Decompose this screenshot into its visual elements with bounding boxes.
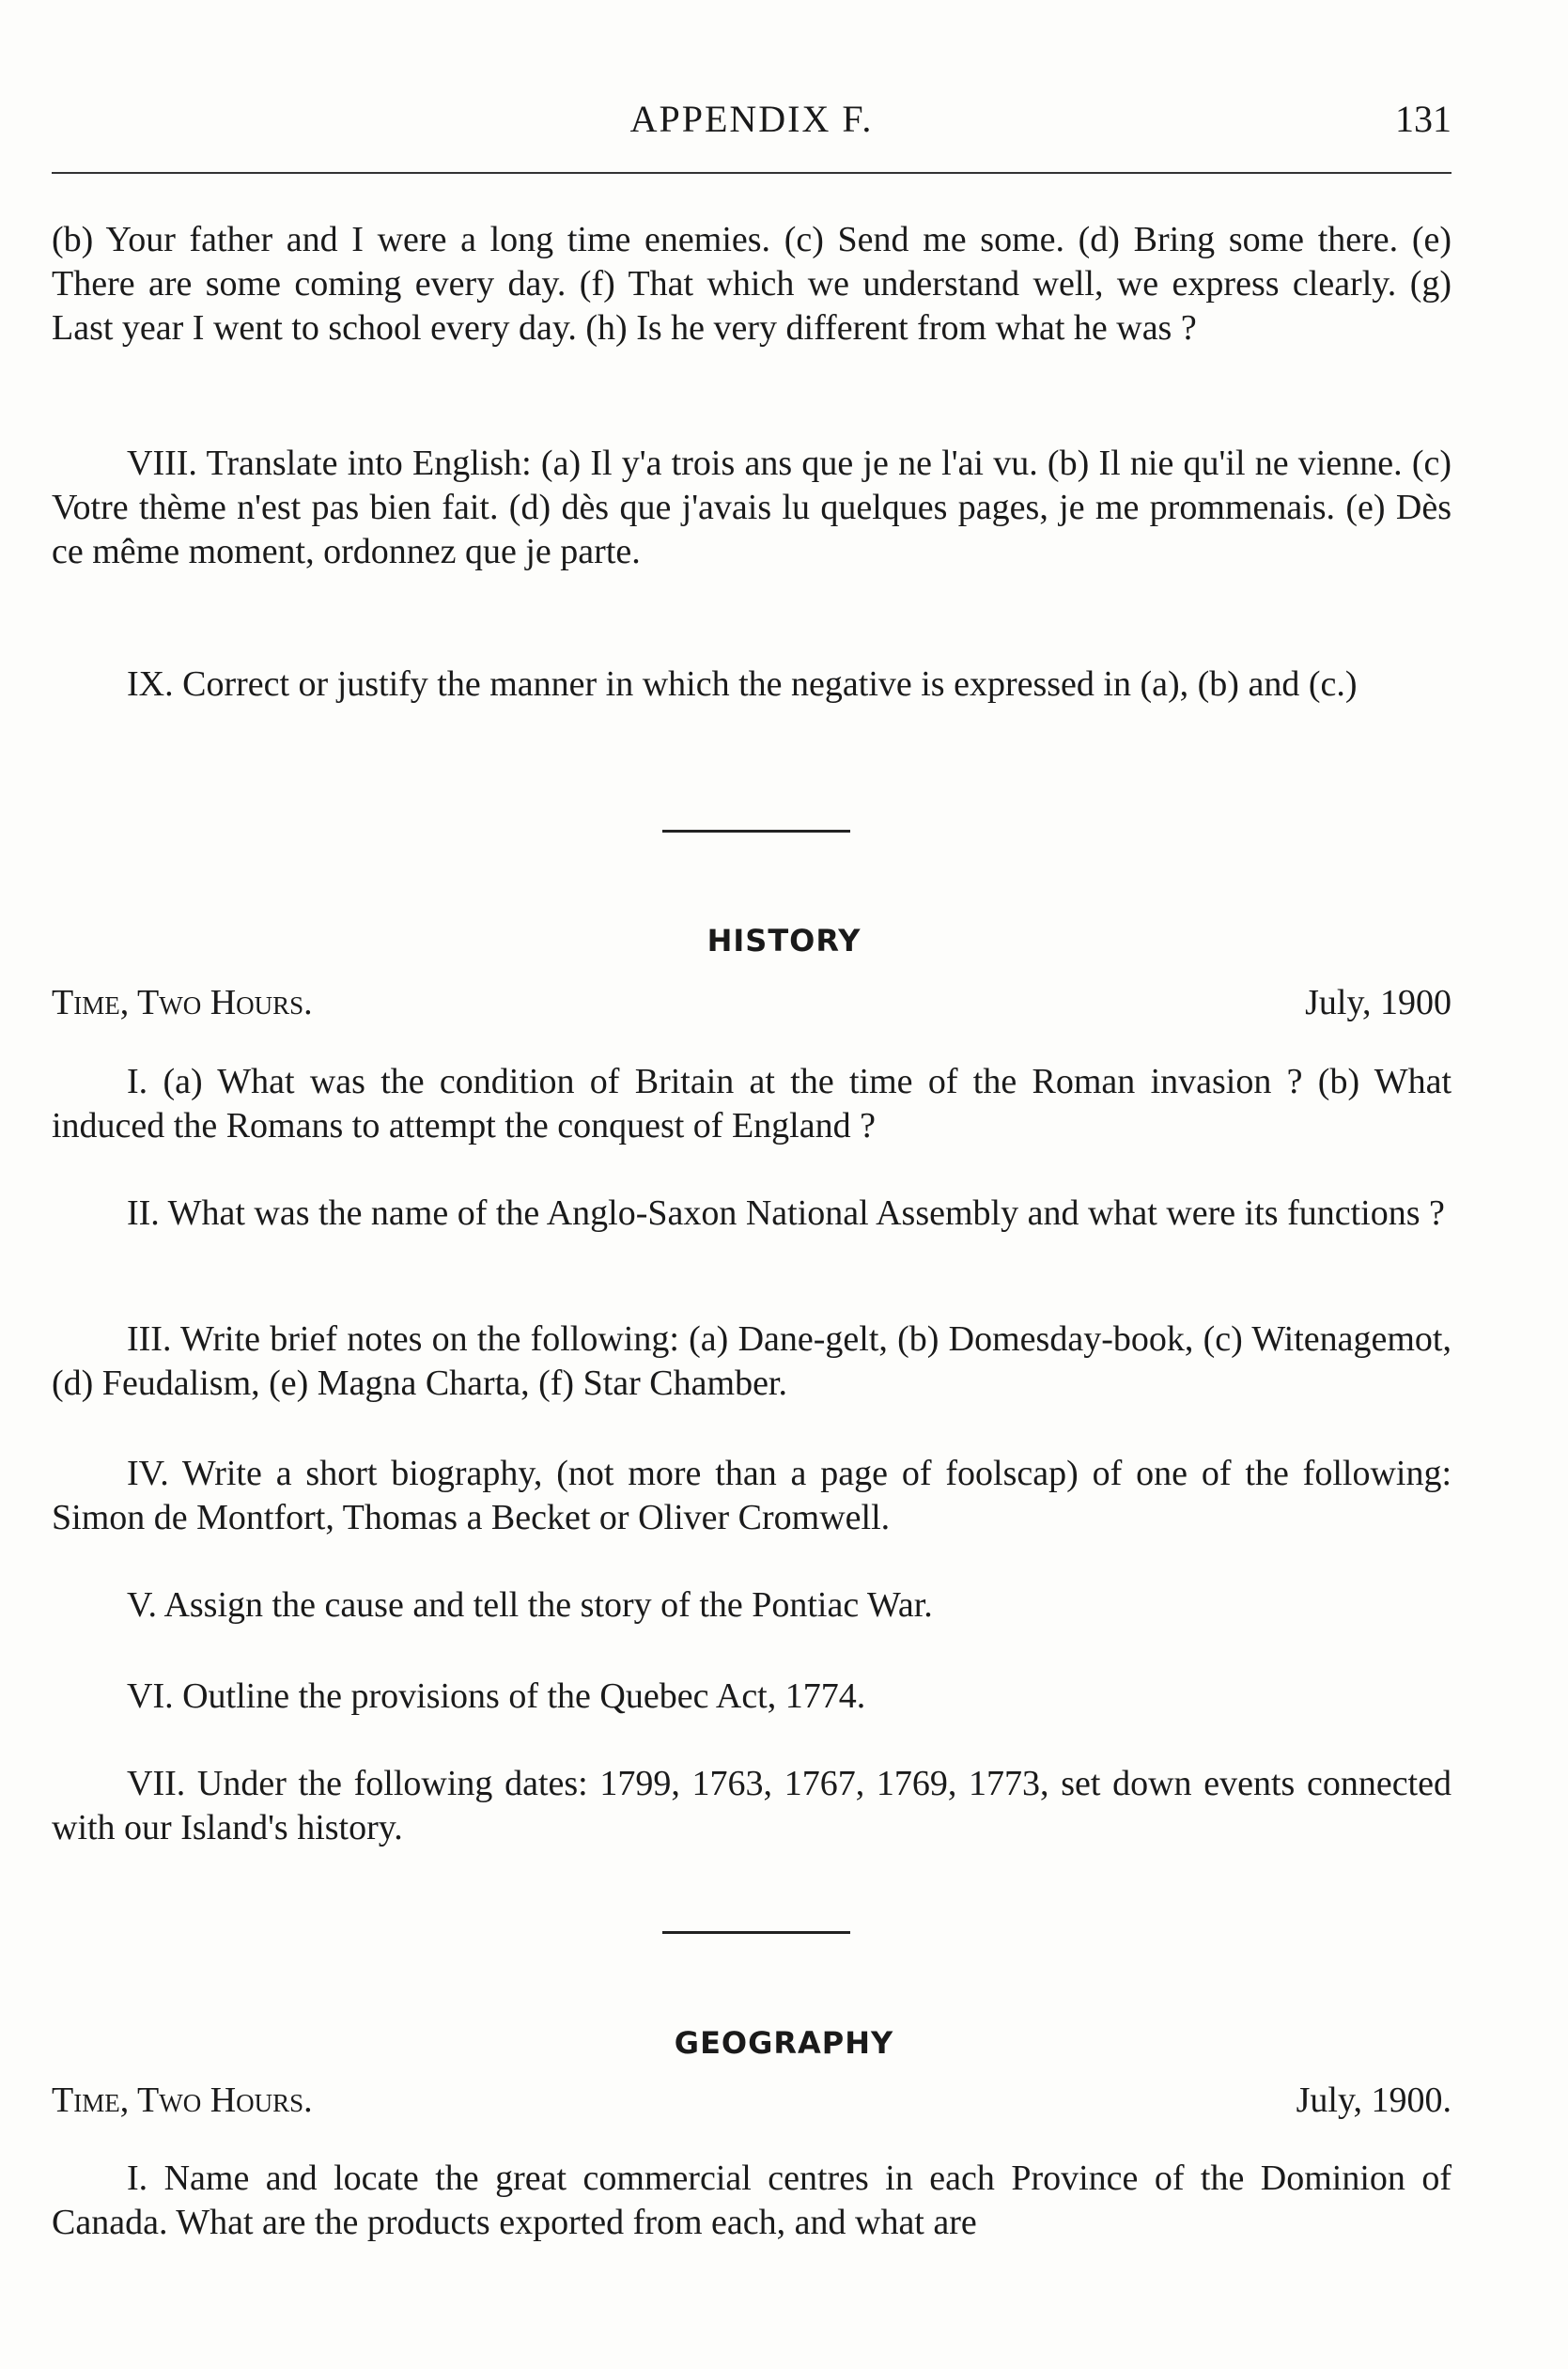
history-time: Time, Two Hours.: [52, 983, 313, 1022]
history-date: July, 1900: [1305, 983, 1452, 1022]
french-question-9: IX. Correct or justify the manner in which the negative is expressed in (a), (b) and (c.): [127, 664, 1358, 704]
history-question: IV. Write a short biography, (not more than a page of foolscap) of one of the following: Simon de Montfort, Thomas a Becket or Oliver Cromwell.: [52, 1454, 1452, 1537]
history-question: VI. Outline the provisions of the Quebec Act, 1774.: [127, 1676, 866, 1716]
history-question: II. What was the name of the Anglo-Saxon National Assembly and what were its functions ?: [127, 1193, 1445, 1233]
section-divider: [662, 830, 850, 833]
page-number: 131: [1395, 98, 1452, 140]
history-question: VII. Under the following dates: 1799, 1763, 1767, 1769, 1773, set down events connected with our Island's history.: [52, 1764, 1452, 1847]
geography-question: I. Name and locate the great commercial centres in each Province of the Dominion of Canada. What are the products exported from each, and what are: [52, 2159, 1452, 2242]
header-rule: [52, 172, 1452, 174]
french-question-8: VIII. Translate into English: (a) Il y'a trois ans que je ne l'ai vu. (b) Il nie qu'il ne vienne. (c) Votre thème n'est pas bien fait. (d) dès que j'avais lu quelques pages, je me prommenais. (e) Dès ce même moment, ordonnez que je parte.: [52, 444, 1452, 571]
section-divider: [662, 1931, 850, 1934]
french-question-7-continued: (b) Your father and I were a long time enemies. (c) Send me some. (d) Bring some there. (e) There are some coming every day. (f) That which we understand well, we express clearly. (g) Last year I went to school every day. (h) Is he very different from what he was ?: [52, 220, 1452, 348]
geography-title: GEOGRAPHY: [674, 2025, 894, 2061]
history-question: I. (a) What was the condition of Britain at the time of the Roman invasion ? (b) What induced the Romans to attempt the conquest of England ?: [52, 1062, 1452, 1146]
geography-date: July, 1900.: [1296, 2081, 1452, 2120]
geography-time: Time, Two Hours.: [52, 2081, 313, 2120]
running-title: APPENDIX F.: [629, 98, 874, 140]
history-question: III. Write brief notes on the following: (a) Dane-gelt, (b) Domesday-book, (c) Witenagemot, (d) Feudalism, (e) Magna Charta, (f) Star Chamber.: [52, 1319, 1452, 1403]
history-question: V. Assign the cause and tell the story of the Pontiac War.: [127, 1585, 933, 1625]
page-header: [52, 89, 1452, 146]
history-title: HISTORY: [706, 923, 862, 959]
geography-time-line: [52, 2080, 1452, 2127]
history-time-line: [52, 982, 1452, 1029]
